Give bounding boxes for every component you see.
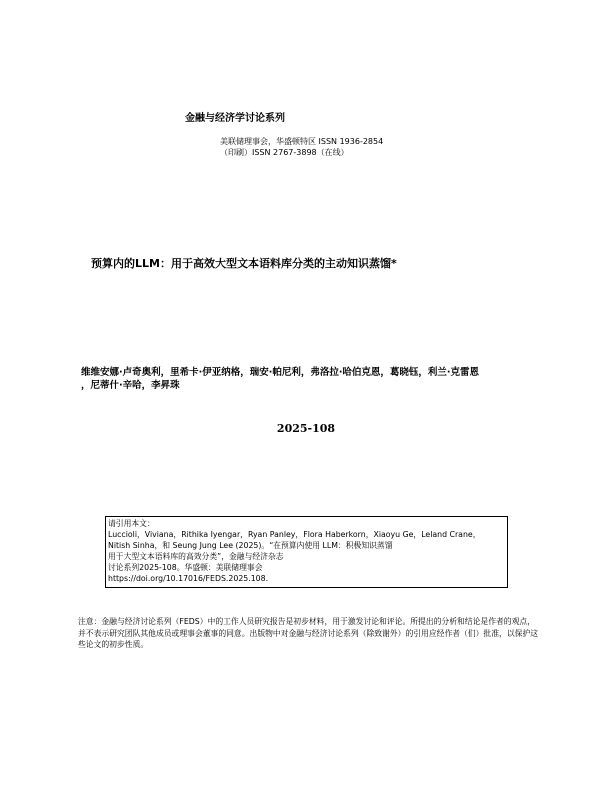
- citation-line: 用于大型文本语料库的高效分类”，金融与经济杂志: [108, 552, 284, 561]
- citation-label: 请引用本文：: [108, 519, 155, 528]
- citation-line: 讨论系列2025-108。华盛顿：美联储理事会: [108, 563, 263, 572]
- authors-line-2: ，尼蒂什·辛哈，李昇珠: [81, 380, 180, 391]
- citation-line: Luccioli，Viviana，Rithika Iyengar，Ryan Panley，Flora Haberkorn，Xiaoyu Ge，Leland Crane，: [108, 530, 481, 539]
- citation-doi-link[interactable]: https://doi.org/10.17016/FEDS.2025.108.: [108, 574, 269, 583]
- series-title: 金融与经济学讨论系列: [185, 113, 285, 124]
- paper-title: 预算内的LLM：用于高效大型文本语料库分类的主动知识蒸馏*: [91, 257, 397, 270]
- issn-online: （印刷）ISSN 2767-3898（在线）: [220, 148, 349, 157]
- paper-number: 2025-108: [276, 422, 336, 435]
- disclaimer-note: 注意：金融与经济讨论系列（FEDS）中的工作人员研究报告是初步材料，用于激发讨论和评论。所提出的分析和结论是作者的观点，并不表示研究团队其他成员或理事会董事的同意。出版物中对金融与经济讨论系列（除致谢外）的引用应经作者（们）批准，以保护这些论文的初步性质。: [78, 617, 539, 649]
- issn-print: 美联储理事会，华盛顿特区 ISSN 1936-2854: [220, 137, 384, 146]
- citation-line: Nitish Sinha，和 Seung Jung Lee (2025)。“在预算内使用 LLM：积极知识蒸馏: [108, 541, 393, 550]
- authors-line-1: 维维安娜·卢奇奥利，里希卡·伊亚纳格，瑞安·帕尼利，弗洛拉·哈伯克恩，葛晓钰，利兰·克雷恩: [81, 367, 480, 378]
- citation-box: [105, 516, 508, 588]
